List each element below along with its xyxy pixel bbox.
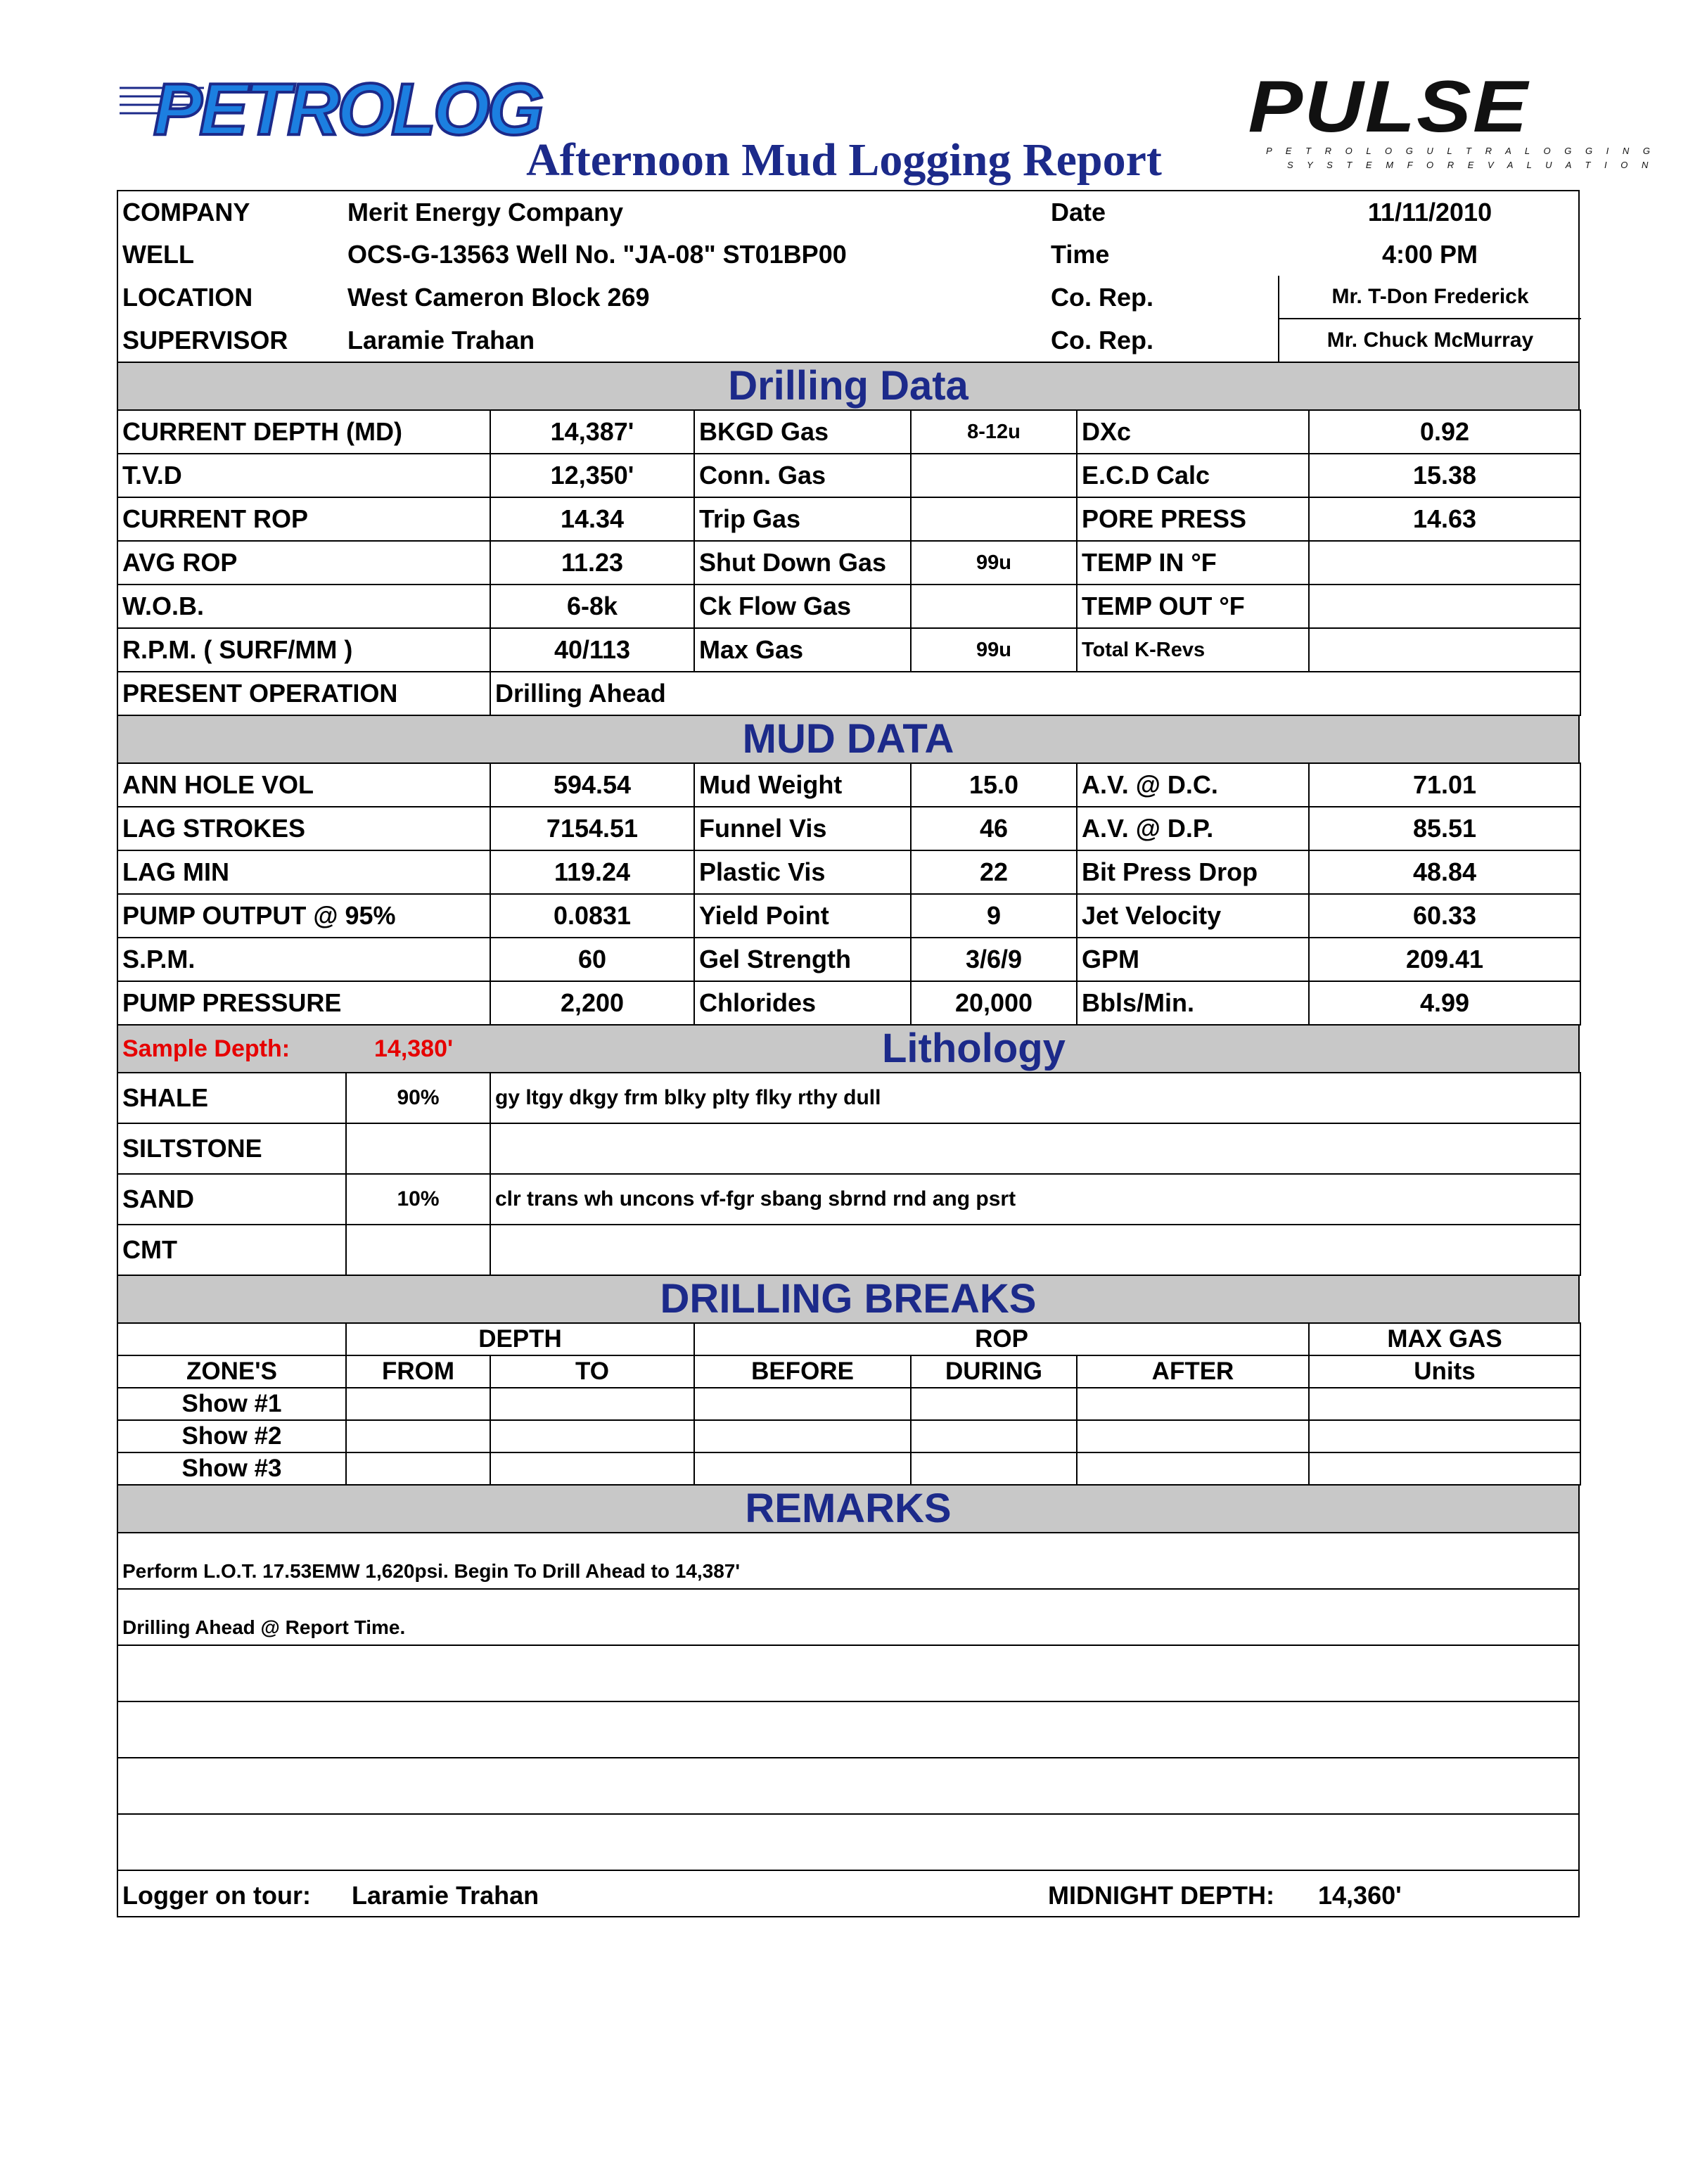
mud-row bbox=[117, 894, 1580, 938]
rock-percent bbox=[346, 1225, 490, 1275]
mud-value: 20,000 bbox=[911, 981, 1077, 1025]
drilling-breaks-band bbox=[117, 1276, 1580, 1322]
drilling-label: Total K-Revs bbox=[1077, 628, 1309, 672]
remark-line bbox=[117, 1701, 1579, 1758]
rep2-value: Mr. Chuck McMurray bbox=[1279, 319, 1581, 362]
remarks-title: REMARKS bbox=[745, 1486, 952, 1531]
mud-label: ANN HOLE VOL bbox=[117, 763, 490, 807]
breaks-column-header: ZONE'S bbox=[117, 1355, 346, 1388]
mud-label: Bbls/Min. bbox=[1077, 981, 1309, 1025]
mud-value: 60.33 bbox=[1309, 894, 1580, 938]
present-operation-value: Drilling Ahead bbox=[490, 672, 1580, 715]
mud-data-title: MUD DATA bbox=[742, 716, 954, 762]
drilling-label: PORE PRESS bbox=[1077, 497, 1309, 541]
mud-value: 2,200 bbox=[490, 981, 694, 1025]
breaks-blank-cell bbox=[117, 1323, 346, 1355]
show-label: Show #2 bbox=[117, 1420, 346, 1452]
show-cell bbox=[911, 1420, 1077, 1452]
mud-data-band bbox=[117, 716, 1580, 762]
mud-label: Gel Strength bbox=[694, 938, 911, 981]
show-cell bbox=[346, 1388, 490, 1420]
rock-type: CMT bbox=[117, 1225, 346, 1275]
show-cell bbox=[346, 1420, 490, 1452]
mud-value: 48.84 bbox=[1309, 850, 1580, 894]
show-cell bbox=[346, 1452, 490, 1485]
show-label: Show #3 bbox=[117, 1452, 346, 1485]
mud-value: 15.0 bbox=[911, 763, 1077, 807]
breaks-column-header: Units bbox=[1309, 1355, 1580, 1388]
svg-text:PETROLOG: PETROLOG bbox=[153, 69, 542, 151]
drilling-label: AVG ROP bbox=[117, 541, 490, 585]
rep1-value: Mr. T-Don Frederick bbox=[1279, 276, 1581, 319]
drilling-row bbox=[117, 628, 1580, 672]
mud-value: 0.0831 bbox=[490, 894, 694, 938]
max-gas-header: MAX GAS bbox=[1309, 1323, 1580, 1355]
footer bbox=[117, 1871, 1580, 1917]
mud-label: Bit Press Drop bbox=[1077, 850, 1309, 894]
drilling-label: CURRENT DEPTH (MD) bbox=[117, 410, 490, 454]
lithology-band bbox=[117, 1026, 1580, 1072]
lithology-row bbox=[117, 1174, 1580, 1225]
drilling-label: Conn. Gas bbox=[694, 454, 911, 497]
pulse-logo bbox=[1245, 65, 1656, 179]
mud-value: 4.99 bbox=[1309, 981, 1580, 1025]
show-cell bbox=[1077, 1420, 1309, 1452]
remark-line: Perform L.O.T. 17.53EMW 1,620psi. Begin To Drill Ahead to 14,387' bbox=[117, 1533, 1579, 1589]
mud-value: 71.01 bbox=[1309, 763, 1580, 807]
rock-percent: 10% bbox=[346, 1174, 490, 1225]
drilling-value bbox=[911, 585, 1077, 628]
sample-depth-label: Sample Depth: bbox=[122, 1035, 290, 1062]
show-cell bbox=[490, 1452, 694, 1485]
drilling-label: W.O.B. bbox=[117, 585, 490, 628]
breaks-column-headers bbox=[117, 1355, 1580, 1388]
mud-label: Chlorides bbox=[694, 981, 911, 1025]
drilling-label: TEMP IN °F bbox=[1077, 541, 1309, 585]
drilling-row bbox=[117, 454, 1580, 497]
breaks-column-header: BEFORE bbox=[694, 1355, 911, 1388]
mud-label: Yield Point bbox=[694, 894, 911, 938]
drilling-value: 12,350' bbox=[490, 454, 694, 497]
midnight-depth-value: 14,360' bbox=[1318, 1881, 1402, 1910]
show-row bbox=[117, 1388, 1580, 1420]
show-cell bbox=[911, 1388, 1077, 1420]
show-row bbox=[117, 1420, 1580, 1452]
drilling-value bbox=[1309, 541, 1580, 585]
rock-type: SHALE bbox=[117, 1073, 346, 1123]
date-label: Date bbox=[1051, 198, 1106, 226]
drilling-label: Shut Down Gas bbox=[694, 541, 911, 585]
lithology-row bbox=[117, 1073, 1580, 1123]
drilling-value: 14.34 bbox=[490, 497, 694, 541]
rep1-label: Co. Rep. bbox=[1051, 282, 1154, 312]
drilling-data-table bbox=[117, 409, 1581, 716]
drilling-label: T.V.D bbox=[117, 454, 490, 497]
show-cell bbox=[911, 1452, 1077, 1485]
well-label: WELL bbox=[122, 240, 194, 269]
drilling-value bbox=[911, 497, 1077, 541]
mud-value: 3/6/9 bbox=[911, 938, 1077, 981]
remark-row bbox=[117, 1814, 1579, 1870]
mud-value: 209.41 bbox=[1309, 938, 1580, 981]
show-label: Show #1 bbox=[117, 1388, 346, 1420]
breaks-column-header: DURING bbox=[911, 1355, 1077, 1388]
drilling-row bbox=[117, 410, 1580, 454]
mud-label: Mud Weight bbox=[694, 763, 911, 807]
location-value: West Cameron Block 269 bbox=[347, 282, 650, 312]
rep2-label: Co. Rep. bbox=[1051, 325, 1154, 355]
drilling-label: R.P.M. ( SURF/MM ) bbox=[117, 628, 490, 672]
show-cell bbox=[1077, 1452, 1309, 1485]
show-cell bbox=[694, 1452, 911, 1485]
remark-row bbox=[117, 1701, 1579, 1758]
drilling-label: Ck Flow Gas bbox=[694, 585, 911, 628]
mud-label: Plastic Vis bbox=[694, 850, 911, 894]
report-sheet bbox=[117, 190, 1580, 1917]
drilling-value bbox=[911, 454, 1077, 497]
drilling-value bbox=[1309, 585, 1580, 628]
drilling-data-band bbox=[117, 362, 1580, 409]
drilling-value: 6-8k bbox=[490, 585, 694, 628]
drilling-row bbox=[117, 541, 1580, 585]
rock-type: SAND bbox=[117, 1174, 346, 1225]
svg-text:S Y S T E M F O R E V A L: S Y S T E M F O R E V A L U A T I O N bbox=[1287, 160, 1654, 170]
drilling-value: 99u bbox=[911, 628, 1077, 672]
breaks-column-header: FROM bbox=[346, 1355, 490, 1388]
mud-value: 594.54 bbox=[490, 763, 694, 807]
mud-value: 9 bbox=[911, 894, 1077, 938]
mud-label: Jet Velocity bbox=[1077, 894, 1309, 938]
sample-depth-value: 14,380' bbox=[374, 1035, 454, 1062]
drilling-breaks-title: DRILLING BREAKS bbox=[660, 1276, 1037, 1322]
drilling-label: E.C.D Calc bbox=[1077, 454, 1309, 497]
rock-description: clr trans wh uncons vf-fgr sbang sbrnd rnd ang psrt bbox=[490, 1174, 1580, 1225]
remark-line: Drilling Ahead @ Report Time. bbox=[117, 1589, 1579, 1645]
location-label: LOCATION bbox=[122, 282, 253, 312]
mud-label: Funnel Vis bbox=[694, 807, 911, 850]
mud-label: LAG MIN bbox=[117, 850, 490, 894]
remark-row bbox=[117, 1533, 1579, 1589]
lithology-row bbox=[117, 1225, 1580, 1275]
show-cell bbox=[694, 1388, 911, 1420]
mud-row bbox=[117, 763, 1580, 807]
mud-value: 46 bbox=[911, 807, 1077, 850]
lithology-title: Lithology bbox=[882, 1026, 1066, 1071]
mud-label: A.V. @ D.C. bbox=[1077, 763, 1309, 807]
drilling-value: 14.63 bbox=[1309, 497, 1580, 541]
show-cell bbox=[1309, 1388, 1580, 1420]
drilling-label: DXc bbox=[1077, 410, 1309, 454]
mud-label: A.V. @ D.P. bbox=[1077, 807, 1309, 850]
drilling-data-title: Drilling Data bbox=[728, 363, 968, 409]
supervisor-label: SUPERVISOR bbox=[122, 325, 288, 355]
breaks-column-header: AFTER bbox=[1077, 1355, 1309, 1388]
svg-text:P E T R O L O G U L T R A: P E T R O L O G U L T R A L O G G I N G bbox=[1266, 146, 1656, 156]
mud-value: 22 bbox=[911, 850, 1077, 894]
mud-row bbox=[117, 850, 1580, 894]
show-row bbox=[117, 1452, 1580, 1485]
show-cell bbox=[694, 1420, 911, 1452]
present-operation-label: PRESENT OPERATION bbox=[117, 672, 490, 715]
remark-row bbox=[117, 1645, 1579, 1701]
remark-line bbox=[117, 1758, 1579, 1814]
drilling-label: CURRENT ROP bbox=[117, 497, 490, 541]
mud-data-table bbox=[117, 762, 1581, 1026]
mud-label: PUMP OUTPUT @ 95% bbox=[117, 894, 490, 938]
mud-value: 7154.51 bbox=[490, 807, 694, 850]
mud-row bbox=[117, 981, 1580, 1025]
drilling-value: 15.38 bbox=[1309, 454, 1580, 497]
time-label: Time bbox=[1051, 240, 1110, 269]
drilling-label: Max Gas bbox=[694, 628, 911, 672]
svg-text:PULSE: PULSE bbox=[1248, 65, 1529, 148]
drilling-value: 40/113 bbox=[490, 628, 694, 672]
drilling-label: Trip Gas bbox=[694, 497, 911, 541]
remarks-band bbox=[117, 1486, 1580, 1532]
date-value: 11/11/2010 bbox=[1367, 198, 1492, 226]
drilling-label: BKGD Gas bbox=[694, 410, 911, 454]
show-cell bbox=[1309, 1452, 1580, 1485]
rock-percent bbox=[346, 1123, 490, 1174]
remark-row bbox=[117, 1758, 1579, 1814]
header-block bbox=[117, 190, 1580, 362]
drilling-value: 8-12u bbox=[911, 410, 1077, 454]
time-value: 4:00 PM bbox=[1381, 240, 1478, 269]
mud-value: 119.24 bbox=[490, 850, 694, 894]
drilling-row bbox=[117, 585, 1580, 628]
rock-description bbox=[490, 1225, 1580, 1275]
drilling-value bbox=[1309, 628, 1580, 672]
company-label: COMPANY bbox=[122, 198, 250, 226]
lithology-table bbox=[117, 1072, 1581, 1276]
remarks-table bbox=[117, 1532, 1580, 1871]
drilling-breaks-table bbox=[117, 1322, 1581, 1486]
lithology-row bbox=[117, 1123, 1580, 1174]
remark-line bbox=[117, 1645, 1579, 1701]
supervisor-value: Laramie Trahan bbox=[347, 325, 535, 355]
mud-value: 60 bbox=[490, 938, 694, 981]
mud-label: S.P.M. bbox=[117, 938, 490, 981]
drilling-value: 14,387' bbox=[490, 410, 694, 454]
show-cell bbox=[490, 1388, 694, 1420]
mud-label: PUMP PRESSURE bbox=[117, 981, 490, 1025]
drilling-row bbox=[117, 497, 1580, 541]
logger-value: Laramie Trahan bbox=[352, 1881, 539, 1910]
company-value: Merit Energy Company bbox=[347, 198, 624, 226]
midnight-depth-label: MIDNIGHT DEPTH: bbox=[1048, 1881, 1274, 1910]
depth-group-header: DEPTH bbox=[346, 1323, 694, 1355]
rock-type: SILTSTONE bbox=[117, 1123, 346, 1174]
mud-label: LAG STROKES bbox=[117, 807, 490, 850]
rock-description: gy ltgy dkgy frm blky plty flky rthy dull bbox=[490, 1073, 1580, 1123]
show-cell bbox=[490, 1420, 694, 1452]
breaks-column-header: TO bbox=[490, 1355, 694, 1388]
drilling-value: 99u bbox=[911, 541, 1077, 585]
show-cell bbox=[1077, 1388, 1309, 1420]
mud-label: GPM bbox=[1077, 938, 1309, 981]
mud-row bbox=[117, 807, 1580, 850]
drilling-value: 0.92 bbox=[1309, 410, 1580, 454]
report-title: Afternoon Mud Logging Report bbox=[526, 134, 1162, 186]
drilling-label: TEMP OUT °F bbox=[1077, 585, 1309, 628]
show-cell bbox=[1309, 1420, 1580, 1452]
rock-percent: 90% bbox=[346, 1073, 490, 1123]
drilling-value: 11.23 bbox=[490, 541, 694, 585]
remark-row bbox=[117, 1589, 1579, 1645]
logger-label: Logger on tour: bbox=[122, 1881, 311, 1910]
rop-group-header: ROP bbox=[694, 1323, 1309, 1355]
mud-row bbox=[117, 938, 1580, 981]
well-value: OCS-G-13563 Well No. "JA-08" ST01BP00 bbox=[347, 240, 847, 269]
mud-value: 85.51 bbox=[1309, 807, 1580, 850]
remark-line bbox=[117, 1814, 1579, 1870]
rock-description bbox=[490, 1123, 1580, 1174]
